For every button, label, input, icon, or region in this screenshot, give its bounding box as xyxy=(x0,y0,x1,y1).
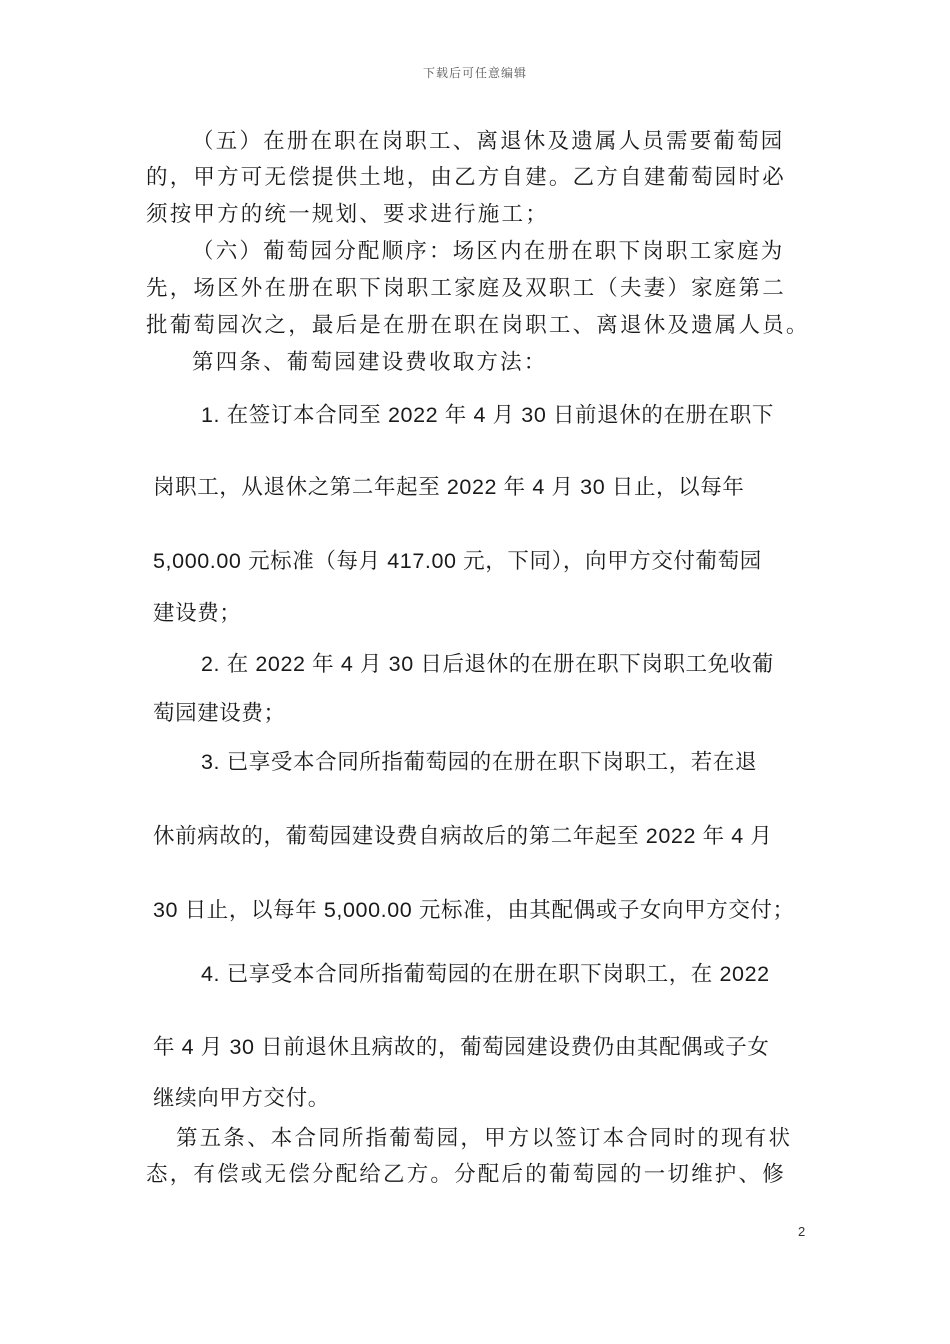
item-1-line-4: 建设费； xyxy=(153,601,242,625)
item-4-line-1: 4. 已享受本合同所指葡萄园的在册在职下岗职工，在 2022 xyxy=(201,962,770,986)
paragraph-6-line-1: （六）葡萄园分配顺序：场区内在册在职下岗职工家庭为 xyxy=(192,239,785,264)
page-header: 下载后可任意编辑 xyxy=(422,66,527,80)
article-5-line-2: 态，有偿或无偿分配给乙方。分配后的葡萄园的一切维护、修 xyxy=(146,1162,786,1187)
paragraph-5-line-3: 须按甲方的统一规划、要求进行施工； xyxy=(146,202,549,227)
item-1-line-1: 1. 在签订本合同至 2022 年 4 月 30 日前退休的在册在职下 xyxy=(201,403,774,427)
paragraph-6-line-2: 先，场区外在册在职下岗职工家庭及双职工（夫妻）家庭第二 xyxy=(146,276,786,301)
item-2-line-2: 萄园建设费； xyxy=(153,701,286,725)
paragraph-5-line-2: 的，甲方可无偿提供土地，由乙方自建。乙方自建葡萄园时必 xyxy=(146,165,786,190)
page-number: 2 xyxy=(798,1224,806,1239)
item-1-line-2: 岗职工，从退休之第二年起至 2022 年 4 月 30 日止，以每年 xyxy=(153,475,745,499)
item-4-line-2: 年 4 月 30 日前退休且病故的，葡萄园建设费仍由其配偶或子女 xyxy=(153,1035,770,1059)
item-1-line-3: 5,000.00 元标准（每月 417.00 元，下同），向甲方交付葡萄园 xyxy=(153,549,762,573)
article-4-heading: 第四条、葡萄园建设费收取方法： xyxy=(192,350,548,375)
item-4-line-3: 继续向甲方交付。 xyxy=(153,1086,330,1110)
item-3-line-3: 30 日止，以每年 5,000.00 元标准，由其配偶或子女向甲方交付； xyxy=(153,898,795,922)
paragraph-5-line-1: （五）在册在职在岗职工、离退休及遗属人员需要葡萄园 xyxy=(192,129,785,154)
item-3-line-1: 3. 已享受本合同所指葡萄园的在册在职下岗职工，若在退 xyxy=(201,750,758,774)
item-3-line-2: 休前病故的，葡萄园建设费自病故后的第二年起至 2022 年 4 月 xyxy=(153,824,773,848)
item-2-line-1: 2. 在 2022 年 4 月 30 日后退休的在册在职下岗职工免收葡 xyxy=(201,652,774,676)
article-5-line-1: 第五条、本合同所指葡萄园，甲方以签订本合同时的现有状 xyxy=(176,1126,793,1151)
paragraph-6-line-3: 批葡萄园次之，最后是在册在职在岗职工、离退休及遗属人员。 xyxy=(146,313,810,338)
